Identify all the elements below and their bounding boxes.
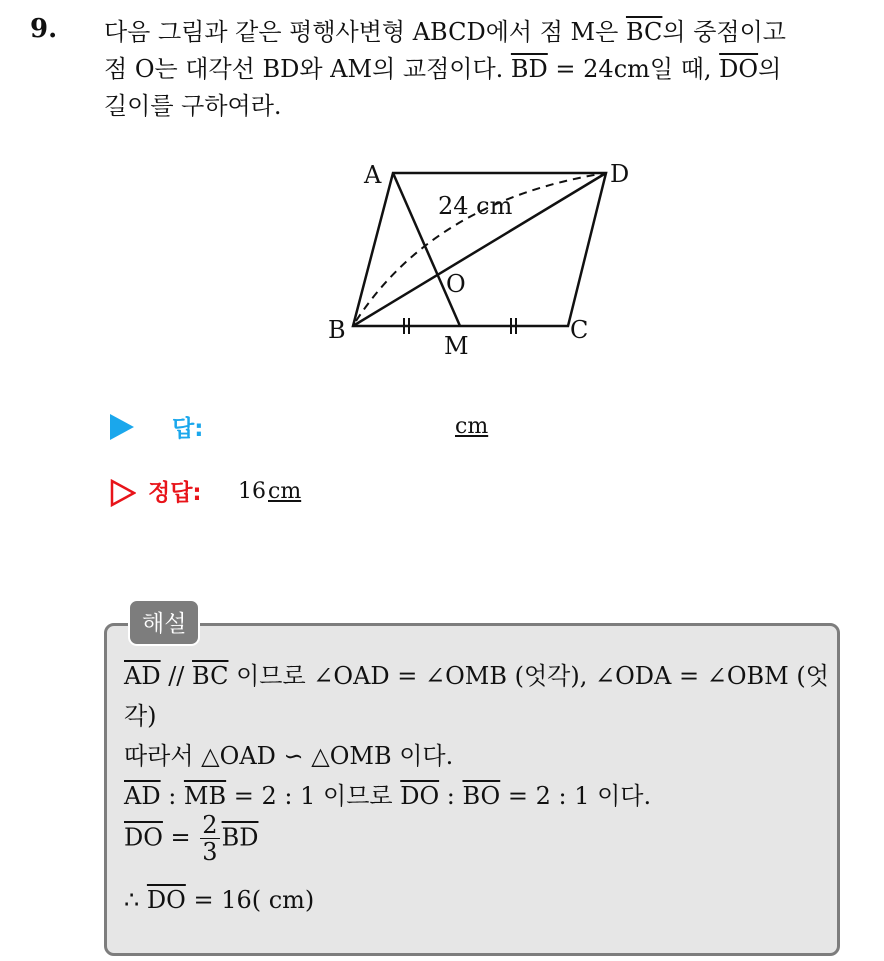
question-text-part: 의 중점이고: [662, 18, 786, 46]
solution-text-part: = 2 : 1 이다.: [500, 782, 652, 810]
vertex-label-b: B: [328, 316, 346, 344]
vertex-label-d: D: [610, 160, 630, 188]
therefore-symbol: ∴: [124, 886, 147, 914]
question-line-3: 길이를 구하여라.: [104, 92, 282, 120]
solution-text-part: = 16( cm): [185, 886, 315, 914]
correct-answer-value: [238, 479, 301, 504]
question-line-2: [104, 51, 864, 88]
solution-text-part: :: [439, 782, 463, 810]
segment-do: $\overline{DO}$: [400, 782, 440, 810]
fraction-numerator: 2: [202, 811, 218, 839]
segment-bc: $\overline{BC}$: [192, 662, 229, 690]
correct-answer-row: [110, 474, 610, 514]
segment-mb: $\overline{MB}$: [183, 782, 227, 810]
segment-do: $\overline{DO}$: [719, 55, 759, 83]
point-label-o: O: [446, 270, 466, 298]
fraction-denominator: 3: [202, 838, 218, 867]
answer-row: [110, 410, 610, 450]
solution-line-1: [124, 656, 829, 691]
answer-unit: cm: [455, 414, 489, 439]
segment-ad: $\overline{AD}$: [124, 662, 161, 690]
segment-bc: $\overline{BC}$: [625, 18, 663, 46]
segment-ad: $\overline{AD}$: [124, 782, 161, 810]
question-text-part: 다음 그림과 같은 평행사변형 ABCD에서 점 M은: [104, 18, 626, 46]
segment-bd: $\overline{BD}$: [221, 823, 259, 852]
correct-answer-label: 정답:: [148, 480, 202, 506]
play-arrow-icon: [110, 414, 134, 440]
fraction-two-thirds: [200, 812, 219, 866]
solution-line-6: [124, 886, 314, 914]
solution-line-5: [124, 812, 258, 866]
vertex-label-a: A: [364, 161, 382, 189]
segment-do: $\overline{DO}$: [146, 886, 186, 914]
solution-tab: 해설: [128, 599, 200, 646]
question-text-part: 의: [758, 55, 782, 83]
parallelogram-figure: [320, 150, 660, 370]
question-text: [104, 14, 864, 125]
solution-text-part: = 2 : 1 이므로: [226, 782, 401, 810]
point-label-m: M: [444, 332, 469, 360]
solution-text-part: //: [160, 662, 193, 690]
solution-line-4: [124, 776, 651, 811]
correct-answer-number: 16: [238, 479, 266, 504]
solution-line-3: 따라서 △OAD ∽ △OMB 이다.: [124, 742, 454, 770]
segment-bd: $\overline{BD}$: [510, 55, 548, 83]
solution-text-part: 이므로 ∠OAD = ∠OMB (엇각), ∠ODA = ∠OBM (엇: [228, 662, 829, 690]
segment-do: $\overline{DO}$: [124, 823, 163, 852]
question-line-1: [104, 14, 864, 51]
segment-bo: $\overline{BO}$: [462, 782, 501, 810]
solution-text-part: :: [160, 782, 184, 810]
solution-text-part: =: [162, 823, 199, 852]
solution-line-2: 각): [124, 702, 157, 730]
question-text-part: 점 O는 대각선 BD와 AM의 교점이다.: [104, 55, 511, 83]
vertex-label-c: C: [570, 316, 589, 344]
correct-answer-unit: cm: [268, 479, 302, 504]
question-number: 9.: [30, 14, 58, 44]
answer-label: 답:: [172, 416, 204, 442]
length-label: 24 cm: [438, 192, 513, 220]
outline-arrow-icon: [110, 479, 136, 507]
question-text-part: = 24cm일 때,: [547, 55, 720, 83]
